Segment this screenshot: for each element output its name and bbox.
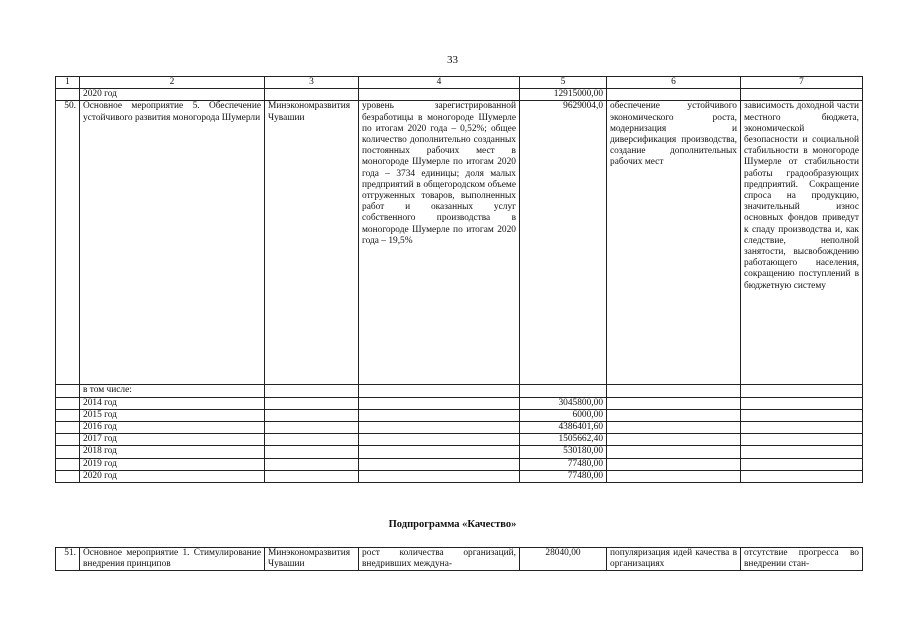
measure-51-row [56,548,863,571]
table-row [56,397,863,409]
measure-name: Основное мероприятие 5. Обеспечение устойчивого развития моногорода Шумерли [80,101,265,385]
expected-result: обеспечение устойчивого экономического роста, модернизация и диверсификация производства, создание дополнительных рабочих мест [607,101,741,385]
table-row [56,409,863,421]
year-label: 2016 год [80,422,265,434]
amount: 9629004,0 [520,101,607,385]
col-number: 5 [520,77,607,89]
risks: отсутствие прогресса во внедрении стан- [741,548,863,571]
measure-name: Основное мероприятие 1. Стимулирование внедрения принципов [80,548,265,571]
amount: 6000,00 [520,409,607,421]
year-label: 2017 год [80,434,265,446]
year-label: 2018 год [80,446,265,458]
column-number-row [56,77,863,89]
table-row [56,458,863,470]
page-number: 33 [447,54,458,66]
table-row [56,470,863,482]
executor: Минэкономразвития Чувашии [265,101,359,385]
table-row [56,422,863,434]
amount: 4386401,60 [520,422,607,434]
including-label: в том числе: [80,385,265,397]
col-number: 1 [56,77,80,89]
col-number: 7 [741,77,863,89]
col-number: 4 [359,77,520,89]
table-row [56,434,863,446]
indicators: рост количества организаций, внедривших междуна- [359,548,520,571]
program-table [55,76,863,483]
amount: 3045800,00 [520,397,607,409]
amount: 77480,00 [520,470,607,482]
measure-50-row [56,101,863,385]
year-label: 2020 год [80,89,265,101]
subprogram-table [55,547,863,571]
amount: 77480,00 [520,458,607,470]
risks: зависимость доходной части местного бюджета, экономической безопасности и социальной стабильности в моногороде Шумерле от стабильности работы градообразующих предприятий. Сокращение спроса на продукцию, значительный износ основных фондов приведут к спаду производства и, как следствие, неполной занятости, высвобождению работающего населения, сокращению поступлений в бюджетную систему [741,101,863,385]
col-number: 2 [80,77,265,89]
col-number: 6 [607,77,741,89]
row-number: 51. [56,548,80,571]
year-label: 2015 год [80,409,265,421]
year-label: 2019 год [80,458,265,470]
table-row [56,89,863,101]
amount: 1505662,40 [520,434,607,446]
row-number: 50. [56,101,80,385]
indicators: уровень зарегистрированной безработицы в моногороде Шумерле по итогам 2020 года – 0,52%; общее количество дополнительно созданных постоянных рабочих мест в моногороде Шумерле по итогам 2020 года – 3734 единицы; доля малых предприятий в общегородском объеме отгруженных товаров, выполненных работ и оказанных услуг собственного производства в моногороде Шумерле по итогам 2020 года – 19,5% [359,101,520,385]
col-number: 3 [265,77,359,89]
amount: 530180,00 [520,446,607,458]
expected-result: популяризация идей качества в организациях [607,548,741,571]
table-row [56,446,863,458]
amount: 12915000,00 [520,89,607,101]
amount: 28040,00 [520,548,607,571]
year-label: 2014 год [80,397,265,409]
year-label: 2020 год [80,470,265,482]
executor: Минэкономразвития Чувашии [265,548,359,571]
table-row [56,385,863,397]
subprogram-title: Подпрограмма «Качество» [388,519,517,530]
